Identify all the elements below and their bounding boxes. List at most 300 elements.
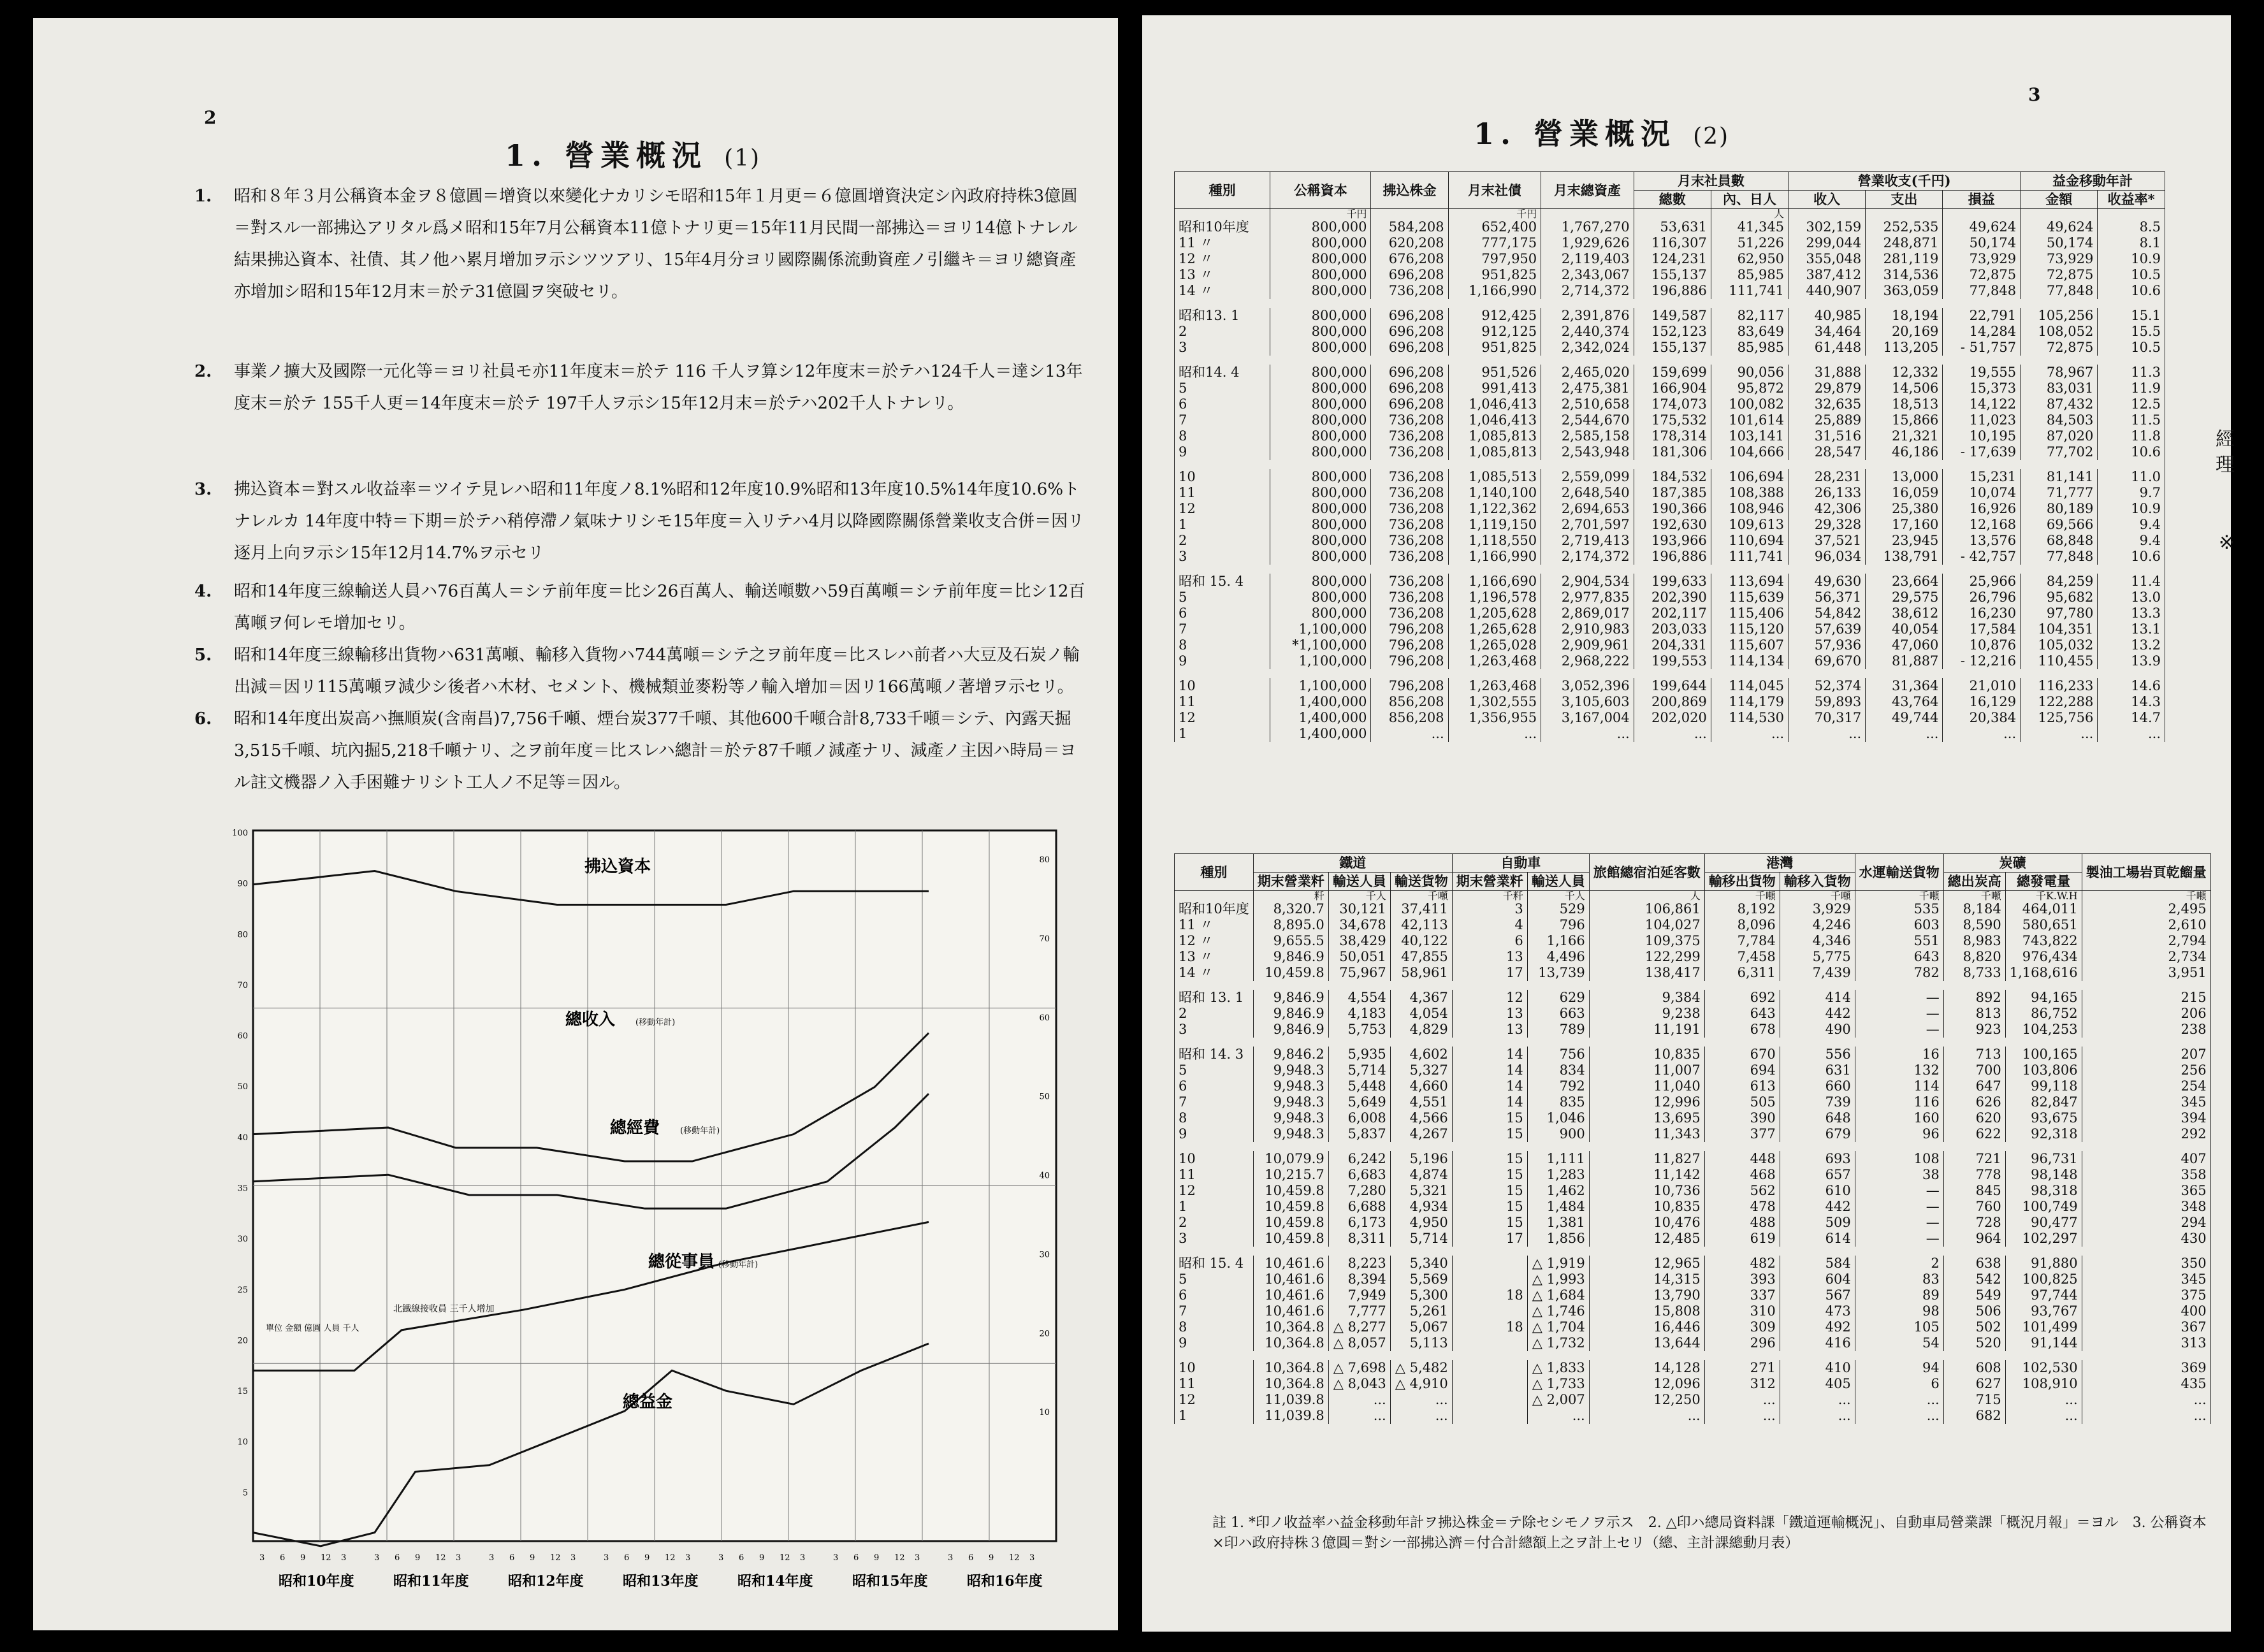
table-cell: 9.4 <box>2098 517 2165 533</box>
row-label: 12 <box>1175 710 1270 726</box>
table-cell: 12,996 <box>1589 1094 1704 1110</box>
table-cell: 82,117 <box>1711 308 1788 324</box>
spacer-cell <box>1175 299 2165 308</box>
spacer-row <box>1175 1142 2211 1151</box>
table-cell: △ 1,684 <box>1527 1287 1589 1303</box>
table-cell: 54,842 <box>1789 605 1866 621</box>
table-cell: 440,907 <box>1789 283 1866 299</box>
table-cell: 42,113 <box>1390 917 1452 933</box>
table-cell: 736,208 <box>1371 428 1448 444</box>
row-label: 昭和13. 1 <box>1175 308 1270 324</box>
table-cell: 2,544,670 <box>1541 412 1634 428</box>
spacer-row <box>1175 356 2165 365</box>
table-row <box>1175 1376 2211 1392</box>
page-title <box>1474 111 1729 153</box>
table-cell: 626 <box>1943 1094 2005 1110</box>
table-cell: 109,375 <box>1589 933 1704 949</box>
table-cell: 2,475,381 <box>1541 380 1634 396</box>
table-cell: 2,977,835 <box>1541 590 1634 605</box>
table-cell: 9,846.9 <box>1253 1022 1328 1038</box>
table-cell: 77,848 <box>1943 283 2021 299</box>
table-cell: 68,848 <box>2021 533 2098 549</box>
table-cell: 10,459.8 <box>1253 1183 1328 1199</box>
table-cell: — <box>1855 1199 1943 1215</box>
table-cell: 49,744 <box>1866 710 1943 726</box>
table-cell: 77,848 <box>2021 283 2098 299</box>
x-tick-label: 3 <box>833 1553 839 1563</box>
paragraph-text: 昭和14年度三線輸送人員ハ76百萬人＝シテ前年度＝比シ26百萬人、輸送噸數ハ59百萬噸＝シテ前年度＝比シ12百萬噸ヲ何レモ增加セリ。 <box>234 582 1085 633</box>
table-cell: 196,886 <box>1634 283 1711 299</box>
table-cell: 492 <box>1780 1319 1855 1335</box>
table-cell: 5,321 <box>1390 1183 1452 1199</box>
table-cell: 7,949 <box>1328 1287 1390 1303</box>
table-cell: 83,031 <box>2021 380 2098 396</box>
table-cell: 103,806 <box>2005 1062 2082 1078</box>
table-cell: 125,756 <box>2021 710 2098 726</box>
table-cell: 800,000 <box>1270 533 1371 549</box>
table-cell: 108,910 <box>2005 1376 2082 1392</box>
series-label: 總經費 <box>610 1119 660 1138</box>
table-cell: 38,612 <box>1866 605 1943 621</box>
table-cell: 736,208 <box>1371 444 1448 460</box>
table-cell: 728 <box>1943 1215 2005 1231</box>
unit-cell: 千噸 <box>1390 891 1452 902</box>
table-cell: 2,968,222 <box>1541 653 1634 669</box>
paragraph <box>194 356 1088 419</box>
table-cell: 199,633 <box>1634 574 1711 590</box>
table-cell: 678 <box>1704 1022 1780 1038</box>
table-cell: 8,192 <box>1704 901 1780 917</box>
table-cell: 62,950 <box>1711 251 1788 267</box>
table-cell: 8,394 <box>1328 1272 1390 1287</box>
table-cell <box>1452 1303 1527 1319</box>
table-row <box>1175 396 2165 412</box>
table-cell: — <box>1855 990 1943 1006</box>
table-cell: 4 <box>1452 917 1527 933</box>
page-title <box>505 133 760 175</box>
table-cell: 1,265,028 <box>1448 637 1541 653</box>
row-label: 1 <box>1175 1408 1254 1424</box>
table-cell: △ 8,043 <box>1328 1376 1390 1392</box>
table-cell: 800,000 <box>1270 517 1371 533</box>
unit-cell <box>2098 209 2165 220</box>
row-label: 10 <box>1175 469 1270 485</box>
table-cell: — <box>1855 1231 1943 1247</box>
table-cell: 149,587 <box>1634 308 1711 324</box>
table-row <box>1175 517 2165 533</box>
table-cell: 692 <box>1704 990 1780 1006</box>
table-cell: 29,575 <box>1866 590 1943 605</box>
row-label: 1 <box>1175 1199 1254 1215</box>
table-cell: 10,461.6 <box>1253 1256 1328 1272</box>
table-cell: △ 1,833 <box>1527 1360 1589 1376</box>
table-cell: ... <box>1390 1408 1452 1424</box>
table-cell: ... <box>2098 726 2165 742</box>
x-tick-label: 3 <box>685 1553 691 1563</box>
table-operations <box>1174 853 2211 1424</box>
row-label: 8 <box>1175 428 1270 444</box>
table-cell: 14.6 <box>2098 678 2165 694</box>
table-cell: 159,699 <box>1634 365 1711 380</box>
row-label: 昭和10年度 <box>1175 219 1270 235</box>
table-cell: 3,929 <box>1780 901 1855 917</box>
table-cell: 736,208 <box>1371 549 1448 565</box>
table-cell: 16,230 <box>1943 605 2021 621</box>
unit-row <box>1175 891 2211 902</box>
col-header: 輸送人員 <box>1328 873 1390 891</box>
table-cell: △ 7,698 <box>1328 1360 1390 1376</box>
table-cell: 122,288 <box>2021 694 2098 710</box>
unit-cell <box>1943 209 2021 220</box>
unit-cell: 人 <box>1589 891 1704 902</box>
table-cell: 693 <box>1780 1151 1855 1167</box>
series-label: 總益金 <box>623 1393 673 1412</box>
table-cell: 152,123 <box>1634 324 1711 340</box>
col-header: 收入 <box>1789 191 1866 209</box>
table-cell: 94 <box>1855 1360 1943 1376</box>
table-cell: 696,208 <box>1371 365 1448 380</box>
table-cell: 17 <box>1452 1231 1527 1247</box>
table-cell: 2,391,876 <box>1541 308 1634 324</box>
table-cell: △ 8,277 <box>1328 1319 1390 1335</box>
unit-cell <box>1634 209 1711 220</box>
table-cell: 549 <box>1943 1287 2005 1303</box>
table-cell: 696,208 <box>1371 340 1448 356</box>
table-cell: 296 <box>1704 1335 1780 1351</box>
table-cell: 682 <box>1943 1408 2005 1424</box>
x-tick-label: 9 <box>644 1553 650 1563</box>
table-cell: 1,381 <box>1527 1215 1589 1231</box>
table-cell: 10.9 <box>2098 501 2165 517</box>
table-cell: 100,082 <box>1711 396 1788 412</box>
table-cell: 739 <box>1780 1094 1855 1110</box>
table-cell: 94,165 <box>2005 990 2082 1006</box>
x-tick-label: 9 <box>989 1553 994 1563</box>
table-cell: 721 <box>1943 1151 2005 1167</box>
col-group-header: 月末社員數 <box>1634 172 1788 191</box>
table-cell: 350 <box>2082 1256 2210 1272</box>
table-cell: 309 <box>1704 1319 1780 1335</box>
y-tick-label: 15 <box>237 1387 248 1397</box>
table-cell: 2 <box>1855 1256 1943 1272</box>
x-tick-label: 3 <box>259 1553 265 1563</box>
table-cell: 49,624 <box>1943 219 2021 235</box>
table-cell: 7,439 <box>1780 965 1855 981</box>
table-cell: ... <box>1634 726 1711 742</box>
table-cell: 1,263,468 <box>1448 678 1541 694</box>
table-cell: 657 <box>1780 1167 1855 1183</box>
table-cell: ... <box>1780 1392 1855 1408</box>
spacer-row <box>1175 299 2165 308</box>
table-cell: 1,085,813 <box>1448 444 1541 460</box>
table-cell: 2,719,413 <box>1541 533 1634 549</box>
table-cell <box>1452 1408 1527 1424</box>
table-cell: 1,196,578 <box>1448 590 1541 605</box>
table-cell: 5,067 <box>1390 1319 1452 1335</box>
row-label: 昭和 13. 1 <box>1175 990 1254 1006</box>
table-cell: 102,530 <box>2005 1360 2082 1376</box>
row-label: 11 <box>1175 485 1270 501</box>
table-cell: 369 <box>2082 1360 2210 1376</box>
table-cell: ... <box>1371 726 1448 742</box>
table-cell: △ 2,007 <box>1527 1392 1589 1408</box>
table-cell: 11,827 <box>1589 1151 1704 1167</box>
table-cell: 111,741 <box>1711 549 1788 565</box>
unit-cell <box>1866 209 1943 220</box>
x-tick-label: 12 <box>550 1553 561 1563</box>
table-cell: 1,046,413 <box>1448 412 1541 428</box>
table-cell: 900 <box>1527 1126 1589 1142</box>
table-cell: 87,020 <box>2021 428 2098 444</box>
table-cell: 109,613 <box>1711 517 1788 533</box>
table-cell: 2,904,534 <box>1541 574 1634 590</box>
table-cell: 4,496 <box>1527 949 1589 965</box>
table-cell: ... <box>1328 1392 1390 1408</box>
table-cell: ... <box>2005 1408 2082 1424</box>
table-cell: 114,045 <box>1711 678 1788 694</box>
table-cell: 1,400,000 <box>1270 710 1371 726</box>
table-cell: 16,059 <box>1866 485 1943 501</box>
table-cell: 12,250 <box>1589 1392 1704 1408</box>
table-cell: 10,364.8 <box>1253 1360 1328 1376</box>
table-cell: 23,945 <box>1866 533 1943 549</box>
col-header: 損益 <box>1943 191 2021 209</box>
x-tick-label: 6 <box>509 1553 515 1563</box>
table-cell: 800,000 <box>1270 485 1371 501</box>
col-header: 拂込株金 <box>1371 172 1448 209</box>
table-cell: 2,510,658 <box>1541 396 1634 412</box>
table-row <box>1175 235 2165 251</box>
table-cell: 5,448 <box>1328 1078 1390 1094</box>
spacer-row <box>1175 1247 2211 1256</box>
table-cell: 835 <box>1527 1094 1589 1110</box>
table-cell: 345 <box>2082 1272 2210 1287</box>
x-tick-label: 6 <box>624 1553 630 1563</box>
table-cell: 98 <box>1855 1303 1943 1319</box>
table-cell: 4,950 <box>1390 1215 1452 1231</box>
table-cell: 115,607 <box>1711 637 1788 653</box>
table-cell: 18,513 <box>1866 396 1943 412</box>
unit-cell: 千噸 <box>2082 891 2210 902</box>
table-cell: - 51,757 <box>1943 340 2021 356</box>
table-cell: 629 <box>1527 990 1589 1006</box>
table-cell: 99,118 <box>2005 1078 2082 1094</box>
y-tick-label: 80 <box>1039 855 1050 865</box>
table-cell: ... <box>1780 1408 1855 1424</box>
table-cell: — <box>1855 1183 1943 1199</box>
table-cell: 800,000 <box>1270 396 1371 412</box>
paragraph <box>194 180 1088 308</box>
table-cell: 663 <box>1527 1006 1589 1022</box>
table-cell: 4,054 <box>1390 1006 1452 1022</box>
unit-cell: 千噸 <box>1943 891 2005 902</box>
table-cell: 89 <box>1855 1287 1943 1303</box>
table-cell: 202,117 <box>1634 605 1711 621</box>
table-row <box>1175 1167 2211 1183</box>
table-row <box>1175 1335 2211 1351</box>
table-cell: 348 <box>2082 1199 2210 1215</box>
table-cell: 4,551 <box>1390 1094 1452 1110</box>
table-cell: 53,631 <box>1634 219 1711 235</box>
row-label: 9 <box>1175 444 1270 460</box>
table-cell: 800,000 <box>1270 412 1371 428</box>
table-cell: 215 <box>2082 990 2210 1006</box>
paragraph <box>194 703 1088 799</box>
table-cell: 114,530 <box>1711 710 1788 726</box>
table-cell: 736,208 <box>1371 412 1448 428</box>
table-cell: 400 <box>2082 1303 2210 1319</box>
table-cell: 13 <box>1452 1006 1527 1022</box>
table-cell: 4,346 <box>1780 933 1855 949</box>
table-cell: 912,125 <box>1448 324 1541 340</box>
table-cell: 715 <box>1943 1392 2005 1408</box>
table-row <box>1175 726 2165 742</box>
table-cell: 1,166,990 <box>1448 283 1541 299</box>
table-cell: 551 <box>1855 933 1943 949</box>
table-cell: 93,675 <box>2005 1110 2082 1126</box>
right-page <box>1142 15 2235 1632</box>
table-cell: 792 <box>1527 1078 1589 1094</box>
table-cell: 355,048 <box>1789 251 1866 267</box>
table-cell: 800,000 <box>1270 219 1371 235</box>
table-cell: 98,148 <box>2005 1167 2082 1183</box>
table-row <box>1175 533 2165 549</box>
unit-cell: 人 <box>1711 209 1788 220</box>
table-cell: 31,364 <box>1866 678 1943 694</box>
table-cell: 800,000 <box>1270 324 1371 340</box>
table-row <box>1175 1231 2211 1247</box>
table-cell: 105,256 <box>2021 308 2098 324</box>
table-row <box>1175 380 2165 396</box>
table-row <box>1175 1408 2211 1424</box>
table-cell: 23,664 <box>1866 574 1943 590</box>
row-label: 7 <box>1175 621 1270 637</box>
table-cell: 110,455 <box>2021 653 2098 669</box>
table-cell: 20,384 <box>1943 710 2021 726</box>
table-cell: 4,267 <box>1390 1126 1452 1142</box>
side-stamp: ※ <box>2218 532 2235 554</box>
table-cell: 49,630 <box>1789 574 1866 590</box>
table-cell: 6,008 <box>1328 1110 1390 1126</box>
table-cell: 613 <box>1704 1078 1780 1094</box>
unit-cell <box>1175 891 1254 902</box>
table-cell: *1,100,000 <box>1270 637 1371 653</box>
table-cell: 14 <box>1452 1047 1527 1062</box>
spacer-cell <box>1175 1142 2211 1151</box>
table-cell: 405 <box>1780 1376 1855 1392</box>
table-cell: 26,796 <box>1943 590 2021 605</box>
row-label: 11 <box>1175 1167 1254 1183</box>
col-header: 輸送貨物 <box>1390 873 1452 891</box>
table-cell: 4,367 <box>1390 990 1452 1006</box>
table-cell: 1,046 <box>1527 1110 1589 1126</box>
row-label: 13 〃 <box>1175 267 1270 283</box>
table-cell: 9,846.9 <box>1253 949 1328 965</box>
table-cell: 42,306 <box>1789 501 1866 517</box>
table-cell: 46,186 <box>1866 444 1943 460</box>
table-cell: 604 <box>1780 1272 1855 1287</box>
table-cell: 7,784 <box>1704 933 1780 949</box>
table-row <box>1175 549 2165 565</box>
spacer-cell <box>1175 356 2165 365</box>
table-row <box>1175 267 2165 283</box>
table-cell: ... <box>1704 1392 1780 1408</box>
table-cell: 2,909,961 <box>1541 637 1634 653</box>
table-cell: 502 <box>1943 1319 2005 1335</box>
table-cell: 10.6 <box>2098 549 2165 565</box>
table-row <box>1175 1047 2211 1062</box>
table-cell: 116 <box>1855 1094 1943 1110</box>
table-cell: 648 <box>1780 1110 1855 1126</box>
unit-cell: 千K.W.H <box>2005 891 2082 902</box>
unit-cell: 千人 <box>1527 891 1589 902</box>
col-header: 月末總資產 <box>1541 172 1634 209</box>
col-header: 旅館總宿泊延客數 <box>1589 854 1704 891</box>
table-cell: 5,935 <box>1328 1047 1390 1062</box>
table-row <box>1175 949 2211 965</box>
table-cell: 294 <box>2082 1215 2210 1231</box>
page-number: 2 <box>204 107 217 128</box>
table-cell: 2,342,024 <box>1541 340 1634 356</box>
table-cell: 562 <box>1704 1183 1780 1199</box>
table-cell: 77,848 <box>2021 549 2098 565</box>
x-tick-label: 3 <box>915 1553 920 1563</box>
table-cell: 28,231 <box>1789 469 1866 485</box>
row-label: 8 <box>1175 637 1270 653</box>
table-row <box>1175 637 2165 653</box>
unit-cell: 千円 <box>1270 209 1371 220</box>
chart-canvas <box>228 808 1110 1595</box>
spacer-row <box>1175 1351 2211 1360</box>
table-cell: 584 <box>1780 1256 1855 1272</box>
table-cell: 14.7 <box>2098 710 2165 726</box>
table-cell: 435 <box>2082 1376 2210 1392</box>
table-cell: 31,888 <box>1789 365 1866 380</box>
table-cell: 15 <box>1452 1110 1527 1126</box>
table-cell: 14,128 <box>1589 1360 1704 1376</box>
spacer-cell <box>1175 1247 2211 1256</box>
table-cell: ... <box>1855 1392 1943 1408</box>
table-cell: 73,929 <box>1943 251 2021 267</box>
table-cell: △ 1,704 <box>1527 1319 1589 1335</box>
table-cell: 743,822 <box>2005 933 2082 949</box>
table-cell: △ 5,482 <box>1390 1360 1452 1376</box>
table-cell: 14 <box>1452 1062 1527 1078</box>
table-cell: 8,311 <box>1328 1231 1390 1247</box>
table-cell: 85,985 <box>1711 267 1788 283</box>
table-row <box>1175 444 2165 460</box>
table-cell: 17,584 <box>1943 621 2021 637</box>
table-cell: 10,876 <box>1943 637 2021 653</box>
paragraph-text: 事業ノ擴大及國際一元化等＝ヨリ社員モ亦11年度末＝於テ 116 千人ヲ算シ12年度末＝於テハ124千人＝達シ13年度末＝於テ 155千人更＝14年度末＝於テ 197千人ヲ示シ15年12月末＝於テハ202千人トナレリ。 <box>234 362 1083 413</box>
table-cell: 34,464 <box>1789 324 1866 340</box>
table-cell: 5,113 <box>1390 1335 1452 1351</box>
paragraph-text: 昭和14年度出炭高ハ撫順炭(含南昌)7,756千噸、煙台炭377千噸、其他600千噸合計8,733千噸＝シテ、內露天掘3,515千噸、坑內掘5,218千噸ナリ、之ヲ前年度＝比スレハ總計＝於テ87千噸ノ減產ナリ、減產ノ主因ハ時局＝ヨル註文機器ノ入手困難ナリシト工人ノ不足等＝因ル。 <box>234 709 1077 792</box>
table-cell: 11.9 <box>2098 380 2165 396</box>
table-cell: 115,406 <box>1711 605 1788 621</box>
table-row <box>1175 678 2165 694</box>
table-cell: 12,965 <box>1589 1256 1704 1272</box>
y-tick-label: 50 <box>1039 1092 1050 1102</box>
row-label: 11 〃 <box>1175 235 1270 251</box>
table-cell: 132 <box>1855 1062 1943 1078</box>
table-cell: 98,318 <box>2005 1183 2082 1199</box>
table-cell: 10,835 <box>1589 1199 1704 1215</box>
table-cell: 57,639 <box>1789 621 1866 637</box>
table-row <box>1175 1110 2211 1126</box>
table-cell: 9,846.9 <box>1253 990 1328 1006</box>
row-label: 12 〃 <box>1175 933 1254 949</box>
